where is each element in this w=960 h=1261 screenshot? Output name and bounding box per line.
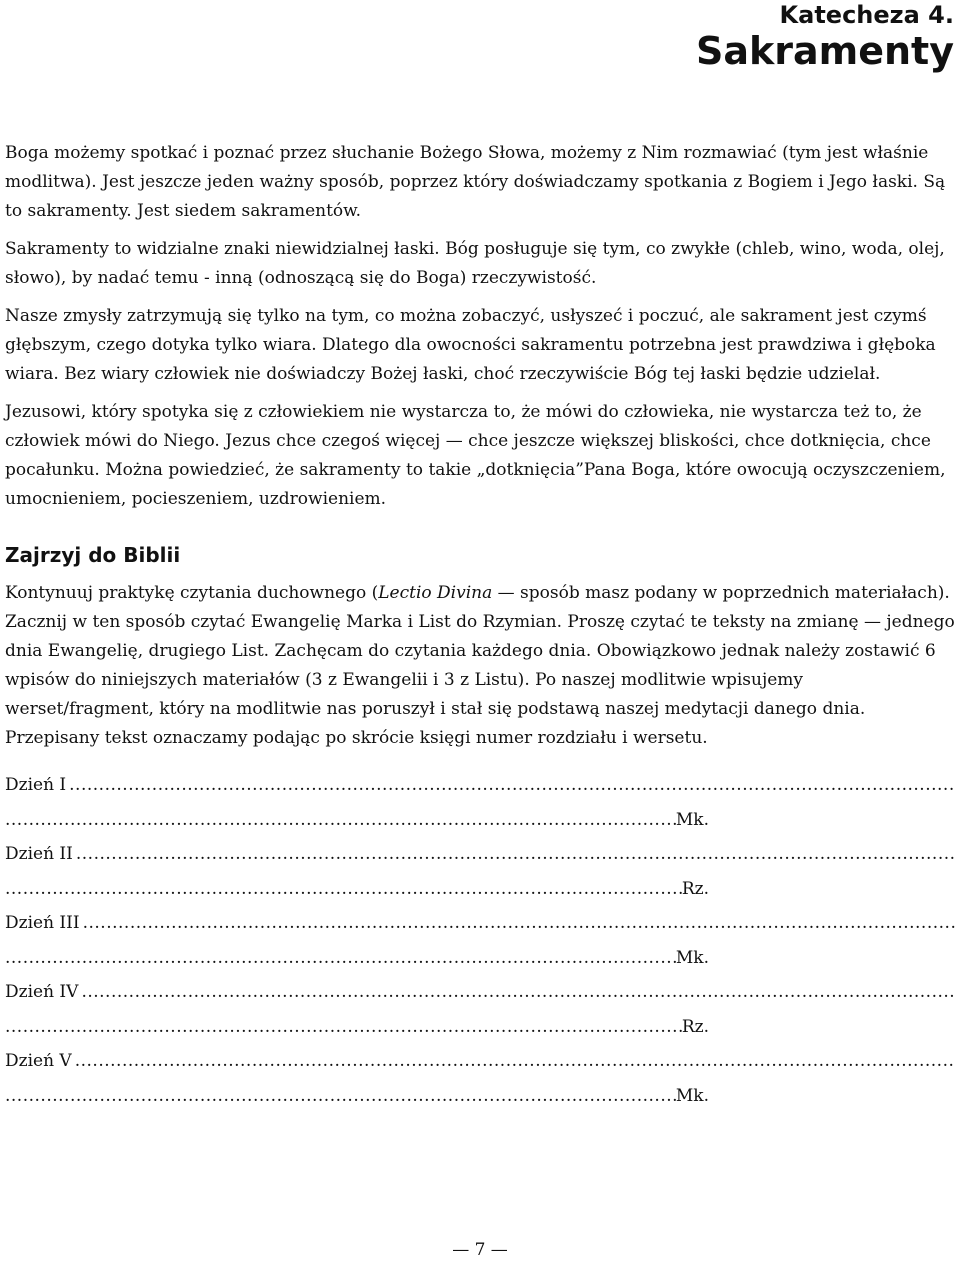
lesson-number: Katecheza 4. [779, 1, 954, 29]
entry-day-label-row [5, 978, 955, 1013]
entry-day-label: Dzień V [5, 1051, 72, 1071]
page-number: — 7 — [452, 1240, 508, 1260]
entry-day-label: Dzień IV [5, 982, 79, 1002]
paragraph-instructions [5, 579, 955, 753]
entry-blank-line[interactable] [5, 944, 676, 973]
entry-book-ref: Rz. [681, 878, 709, 899]
entry-book-ref: Mk. [675, 809, 709, 830]
section-heading: Zajrzyj do Biblii [5, 543, 181, 567]
entry-day-label-row [5, 771, 955, 806]
entry-blank-line[interactable] [5, 1082, 676, 1111]
instructions-text-a: Kontynuuj praktykę czytania duchownego ( [5, 583, 379, 603]
entry-book-ref: Mk. [675, 1085, 709, 1106]
paragraph-definition: Sakramenty to widzialne znaki niewidzialnej łaski. Bóg posługuje się tym, co zwykłe (chleb, wino, woda, olej, słowo), by nadać temu - inną (odnoszącą się do Boga) rzeczywistość. [5, 239, 945, 288]
paragraph-intro: Boga możemy spotkać i poznać przez słuchanie Bożego Słowa, możemy z Nim rozmawiać (tym jest właśnie modlitwa). Jest jeszcze jeden ważny sposób, poprzez który doświadczamy spotkania z Bogiem i Jego łaski. Są to sakramenty. Jest siedem sakramentów. [5, 143, 946, 221]
entry-ref-row [5, 1013, 955, 1048]
document-body [5, 139, 955, 1116]
entry-day-label: Dzień III [5, 913, 80, 933]
entry-day-label-row [5, 909, 955, 944]
entry-book-ref: Mk. [675, 947, 709, 968]
lectio-divina-term: Lectio Divina [378, 583, 493, 603]
entry-blank-line[interactable] [69, 771, 955, 800]
entry-blank-line[interactable] [5, 1013, 682, 1042]
entries-list [5, 771, 955, 1116]
entry-blank-line[interactable] [5, 806, 676, 835]
entry-day-label: Dzień I [5, 775, 67, 795]
entry-day-label-row [5, 1047, 955, 1082]
entry-day-label-row [5, 840, 955, 875]
instructions-text-b: — sposób masz podany w poprzednich materiałach). Zacznij w ten sposób czytać Ewangelię Marka i List do Rzymian. Proszę czytać te teksty na zmianę — jednego dnia Ewangelię, drugiego List. Zachęcam do czytania każdego dnia. Obowiązkowo jednak należy zostawić 6 wpisów do niniejszych materiałów (3 z Ewangelii i 3 z Listu). Po naszej modlitwie wpisujemy werset/fragment, który na modlitwie nas poruszył i stał się podstawą naszej medytacji danego dnia. Przepisany tekst oznaczamy podając po skrócie księgi numer rozdziału i wersetu. [5, 583, 955, 748]
paragraph-jesus: Jezusowi, który spotyka się z człowiekiem nie wystarcza to, że mówi do człowieka, nie wystarcza też to, że człowiek mówi do Niego. Jezus chce czegoś więcej — chce jeszcze większej bliskości, chce dotknięcia, chce pocałunku. Można powiedzieć, że sakramenty to takie „dotknięcia”Pana Boga, które owocują oczyszczeniem, umocnieniem, pocieszeniem, uzdrowieniem. [5, 402, 946, 509]
entry-blank-line[interactable] [75, 1047, 955, 1076]
entry-ref-row [5, 875, 955, 910]
entry-ref-row [5, 806, 955, 841]
paragraph-faith: Nasze zmysły zatrzymują się tylko na tym, co można zobaczyć, usłyszeć i poczuć, ale sakrament jest czymś głębszym, czego dotyka tylko wiara. Dlatego dla owocności sakramentu potrzebna jest prawdziwa i głęboka wiara. Bez wiary człowiek nie doświadczy Bożej łaski, choć rzeczywiście Bóg tej łaski będzie udzielał. [5, 306, 936, 384]
page-header [696, 0, 954, 76]
entry-ref-row [5, 944, 955, 979]
entry-day-label: Dzień II [5, 844, 73, 864]
entry-book-ref: Rz. [681, 1016, 709, 1037]
entry-ref-row [5, 1082, 955, 1117]
entry-blank-line[interactable] [76, 840, 955, 869]
entry-blank-line[interactable] [81, 978, 955, 1007]
lesson-title: Sakramenty [695, 29, 954, 73]
entry-blank-line[interactable] [5, 875, 682, 904]
entry-blank-line[interactable] [83, 909, 955, 938]
